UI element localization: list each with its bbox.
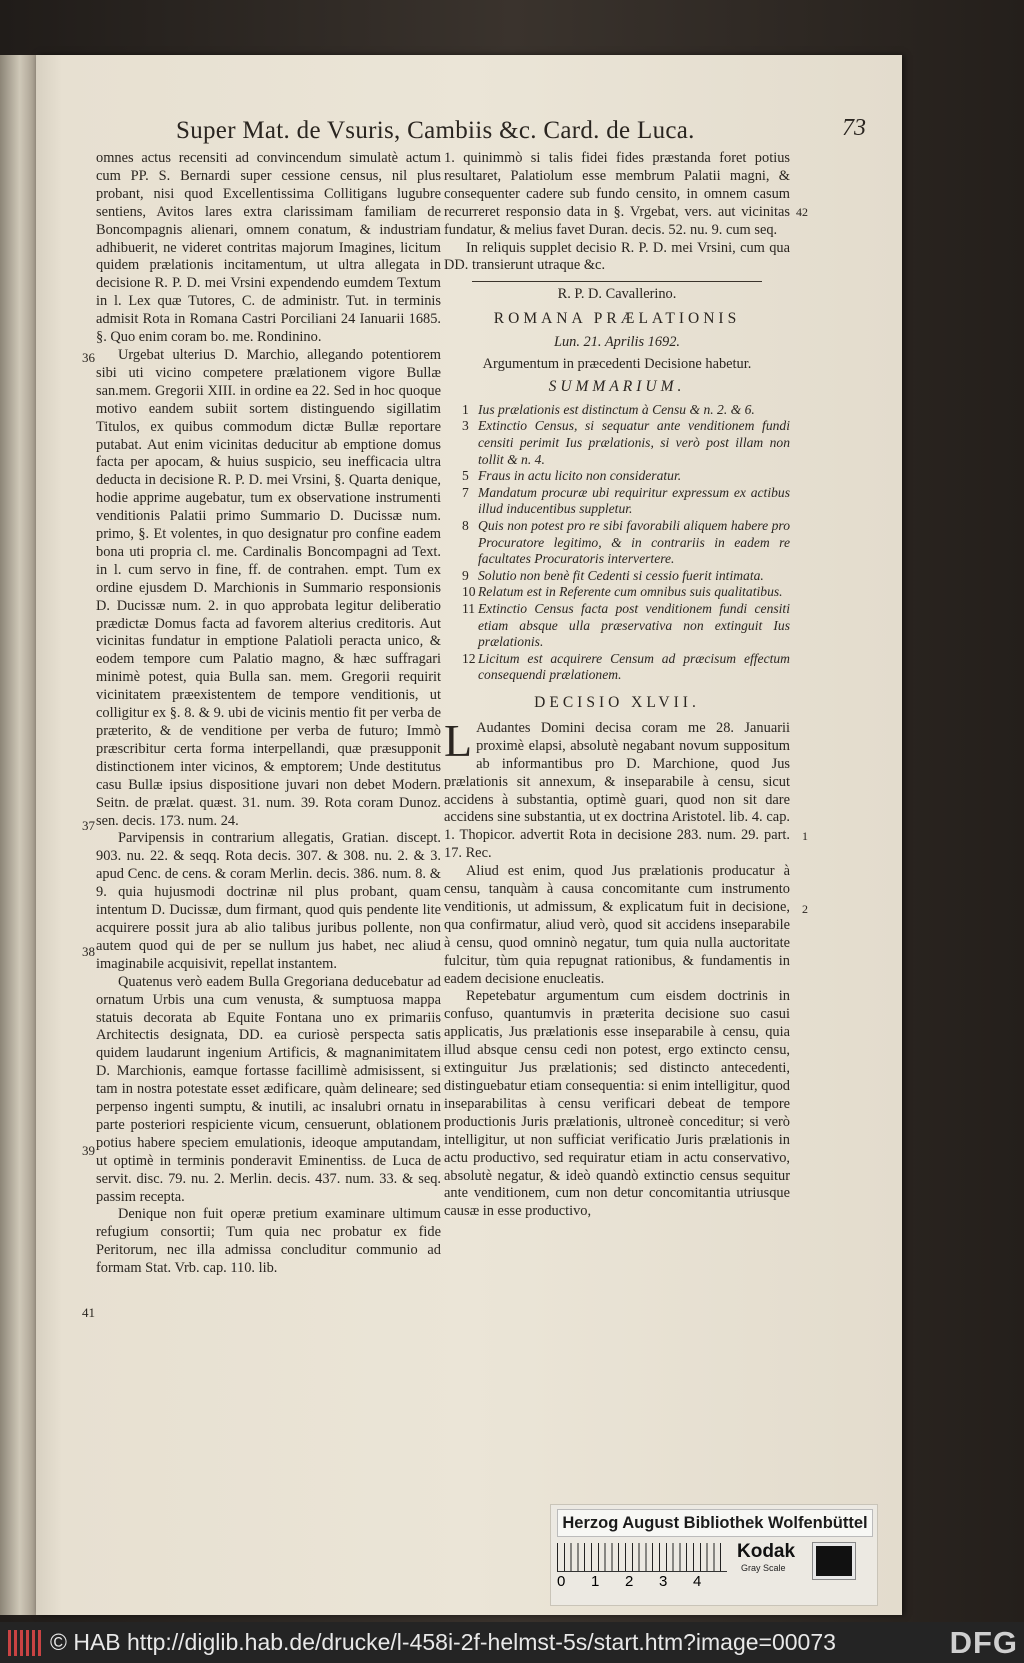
left-paragraph-3: Parvipensis in contrarium allegatis, Gratian. discept. 903. nu. 22. & seqq. Rota decis. 307. & 308. nu. 2. & 3. apud Cenc. de cens. & coram Merlin. decis. 386. num. 8. & 9. quia hujusmodi doctrinæ nil plus probant, quam intentum D. Ducissæ, dum firmant, quod quis pendente lite acquirere possit jura ab alio talibus juribus pollente, non autem quod qui de per se nullum jus habet, nec aliud imaginabile acquisivit, repellat instantem. xyxy=(96,830,441,972)
hab-logo-icon xyxy=(8,1630,42,1656)
summary-item-number: 12 xyxy=(462,650,476,666)
summary-item-text: Extinctio Census, si sequatur ante venditionem fundi censiti perimit Ius prælationis, si verò post illam non tollit & n. 4. xyxy=(478,418,790,467)
left-paragraph-2: Urgebat ulterius D. Marchio, allegando potentiorem sibi uti vicino competere prælationem vigore Bullæ san.mem. Gregorii XIII. in ordine ea 22. Sed in hoc quoque motivo eandem subiit sortem distinguendo sigillatim Titulos, ex quibus commodum dictæ Bullæ reportare putabat. Aut enim vicinitas deducitur ab emptione domus facta per apocam, & huius suspicio, seu inefficacia ultra deducta in decisione R. P. D. mei Vrsini, §. Quarta denique, hodie apprime augebatur, tum ex observatione instrumenti venditionis Palatii primo Summario D. Ducissæ num. primo, §. Et volentes, in quo designatur pro confine eadem bona uti propria cl. me. Cardinalis Boncompagni ad Text. in l. cum servo in fine, ff. de contrahen. empt. Tum ex ordine ejusdem D. Marchionis in Summario responsionis D. Ducissæ num. 2. in quo approbata legitur deliberatio prædictæ Domus facta ad favorem alterius creditoris. Aut vicinitas fundatur in emptione Palatioli peracta unico, & eodem tempore cum Palatio magno, & hæc suffragari minimè potest, quia Bulla san. mem. Gregorii requirit vicinitatem præexistentem de tempore venditionis, ut colligitur ex §. 8. & 9. ubi de vicinis mentio fit per verba de præterito, & de venditione per verba de futuro; Immò præscribitur certa forma interpellandi, quæ præsupponit distinctionem inter vicinos, & emptorem; Unde destitutus casu Bullæ ipsius dispositione juvari non debet Modern. Seitn. de prælat. quæst. 31. num. 39. Rota coram Dunoz. sen. decis. 173. num. 24. xyxy=(96,346,441,829)
summary-item-text: Solutio non benè fit Cedenti si cessio fuerit intimata. xyxy=(478,567,764,583)
section-rule xyxy=(472,281,762,282)
right-paragraph-2: In reliquis supplet decisio R. P. D. mei Vrsini, cum qua DD. transierunt utraque &c. xyxy=(444,239,790,274)
ruler-labels xyxy=(557,1573,747,1590)
argument-note: Argumentum in præcedenti Decisione habetur. xyxy=(482,356,752,373)
dfg-logo: DFG xyxy=(949,1625,1018,1660)
right-paragraph-4: Aliud est enim, quod Jus prælationis producatur à censu, tanquàm à causa concomitante cum instrumento venditionis, ut admissum, & explicatum fuit in decisione, qua confirmatur, aliud verò, quod sit accidens inseparabile à censu, quod omninò negatur, tum quia nulla auctoritate fulcitur, tùm quia repugnat rationibus, & fundamentis in eadem decisione enucleatis. xyxy=(444,863,790,987)
summarium-title: SUMMARIUM. xyxy=(548,377,686,395)
summary-item-number: 9 xyxy=(462,567,469,583)
drop-cap: L xyxy=(444,714,473,766)
summary-list xyxy=(444,402,790,684)
source-url[interactable]: © HAB http://diglib.hab.de/drucke/l-458i-2f-helmst-5s/start.htm?image=00073 xyxy=(50,1629,836,1655)
summary-item xyxy=(444,568,790,585)
summary-item-number: 11 xyxy=(462,601,476,616)
summary-item-text: Licitum est acquirere Censum ad præcisum effectum consequendi prælationem. xyxy=(478,650,790,683)
header-title: Super Mat. de Vsuris, Cambiis &c. Card. de Luca. xyxy=(176,117,695,144)
page-number: 73 xyxy=(842,115,866,141)
summary-item-text: Relatum est in Referente cum omnibus suis qualitatibus. xyxy=(478,584,783,600)
summary-item xyxy=(444,518,790,568)
decision-date: Lun. 21. Aprilis 1692. xyxy=(553,334,681,351)
summary-item-number: 5 xyxy=(462,468,469,484)
summary-item-number: 1 xyxy=(462,401,469,417)
ruler-label: 3 xyxy=(659,1573,668,1590)
left-paragraph-4: Quatenus verò eadem Bulla Gregoriana deducebatur ad ornatum Urbis una cum venusta, & sumptuosa mappa statuis decorata ab Equite Fontana uno ex primariis Architectis designata, DD. ea curiosè perspecta satis quidem laudarunt ingenium Artificis, & magnanimitatem D. Marchionis, eamque fortasse facillimè admisissent, si tam in nostra potestate esset ædificare, quàm delineare; sed perpenso ingenti sumptu, & inutili, ac insalubri ornatu in parte posteriori respiciente vicum, censuerunt, oblationem potius habere speciem emulationis, ideoque amputandam, ut optimè in terminis ponderavit Eminentiss. de Luca de servit. disc. 79. nu. 2. Merlin. decis. 437. num. 33. & seq. passim recepta. xyxy=(96,973,441,1205)
kodak-logo: Kodak xyxy=(737,1541,796,1562)
summary-item-text: Extinctio Census facta post venditionem fundi censiti etiam absque ulla præservativa non extinguit Ius prælationis. xyxy=(478,601,790,650)
left-paragraph-1: omnes actus recensiti ad convincendum simulatè actum cum PP. S. Bernardi super cessione census, nil plus probant, nisi quod Excellentissima Collitigans lugubre sentiens, Avitos lares extra clarissimam familiam de Boncompagnis alienari, omnem conatum, & industriam adhibuerit, ne videret contritas majorum Imagines, licitum quidem prælationis incitamentum, ut ultra allegata in decisione R. P. D. mei Vrsini expendendo eumdem Textum in l. Lex quæ Tutores, C. de administr. Tut. in terminis admisit Rota in Romana Castri Porciliani 24 Ianuarii 1685. §. Quo enim coram bo. me. Rondinino. xyxy=(96,150,441,346)
left-paragraph-5: Denique non fuit operæ pretium examinare ultimum refugium consortii; Tum quia nec probatur ex fide Peritorum, nec illa admissa concluditur communio ad formam Stat. Vrb. cap. 110. lib. xyxy=(96,1206,441,1277)
summary-item-text: Quis non potest pro re sibi favorabili aliquem habere pro Procuratore legitimo, & in contrariis in eadem re facultates Procuratoris intervertere. xyxy=(478,518,790,567)
summary-item xyxy=(444,601,790,651)
summary-item-number: 3 xyxy=(462,418,469,434)
left-column xyxy=(82,150,441,1320)
right-paragraph-1: 1. quinimmò si talis fidei fides præstanda foret potius resultaret, Palatiolum esse membrum Palatii magni, & consequenter cadere sub fundo censito, in omnem casum recurreret responsio data in §. Vrgebat, vers. aut vicinitas fundatur, & melius favet Duran. decis. 52. nu. 9. cum seq. xyxy=(444,150,790,238)
right-paragraph-3: Audantes Domini decisa coram me 28. Januarii proximè elapsi, absolutè negabant novum suppositum ab informantibus pro D. Marchione, quod Jus prælationis sit annexum, & inseparabile à censu, sicut accidens à substantia, optimè guari, quod non sit dare accidens sine substantia, ut ex doctrina Aristotel. lib. 4. cap. 1. Thopicor. advertit Rota in decisione 283. num. 29. part. 17. Rec. xyxy=(444,719,790,862)
right-paragraph-5: Repetebatur argumentum cum eisdem doctrinis in confuso, quantumvis in præterita decisione suo casui applicatis, Jus prælationis esse inseparabile à censu, quia illud absque censu cedi non potest, ergo extincto censu, extinguitur Jus prælationis; sed distincto antecedenti, distinguebatur etiam consequentia: si enim intelligitur, quod inseparabilitas à censu verificari debeat de tempore productionis Juris prælationis, ultroneè conceditur; si verò intelligitur, ut non sufficiat verificatio Juris prælationis in actu productivo, sed requiratur etiam in actu conservativo, absolutè negatur, & ideò quandò extinctio census sequitur ante venditionem, cum non detur concomitantia utriusque causæ in esse productivo, xyxy=(444,988,790,1220)
summary-item xyxy=(444,418,790,468)
margin-number-1: 1 xyxy=(802,828,808,843)
gray-scale-label: Gray Scale xyxy=(741,1563,786,1573)
summary-item xyxy=(444,485,790,518)
document-page xyxy=(36,55,902,1615)
right-column xyxy=(444,150,808,1221)
ruler-label: 4 xyxy=(693,1573,702,1590)
margin-number-39: 39 xyxy=(82,1142,95,1158)
margin-number-2: 2 xyxy=(802,902,808,917)
ruler-label: 1 xyxy=(591,1573,600,1590)
case-title: ROMANA PRÆLATIONIS xyxy=(493,310,741,328)
summary-item-text: Ius prælationis est distinctum à Censu & n. 2. & 6. xyxy=(478,401,755,417)
summary-item-text: Mandatum procuræ ubi requiritur expressum ex actibus illud inducentibus suppletur. xyxy=(478,484,790,517)
margin-number-36: 36 xyxy=(82,349,95,365)
summary-item xyxy=(444,651,790,684)
judge-name: R. P. D. Cavallerino. xyxy=(557,286,677,303)
summary-item xyxy=(444,468,790,485)
adjacent-page-edge xyxy=(0,55,36,1615)
summary-item xyxy=(444,402,790,419)
summary-item-number: 8 xyxy=(462,518,469,534)
margin-number-37: 37 xyxy=(82,817,95,833)
summary-item xyxy=(444,584,790,601)
summary-item-number: 10 xyxy=(462,584,476,600)
decisio-title: DECISIO XLVII. xyxy=(534,693,700,711)
margin-number-41: 41 xyxy=(82,1304,95,1320)
summary-item-text: Fraus in actu licito non consideratur. xyxy=(478,468,682,484)
margin-number-42: 42 xyxy=(796,205,808,219)
ruler-label: 0 xyxy=(557,1573,566,1590)
library-color-target xyxy=(550,1504,878,1606)
library-name: Herzog August Bibliothek Wolfenbüttel xyxy=(557,1509,873,1537)
margin-number-38: 38 xyxy=(82,943,95,959)
ruler-scale xyxy=(557,1543,727,1572)
viewer-footer xyxy=(0,1622,1024,1663)
summary-item-number: 7 xyxy=(462,484,469,500)
ruler-label: 2 xyxy=(625,1573,634,1590)
gray-patch xyxy=(813,1543,855,1579)
